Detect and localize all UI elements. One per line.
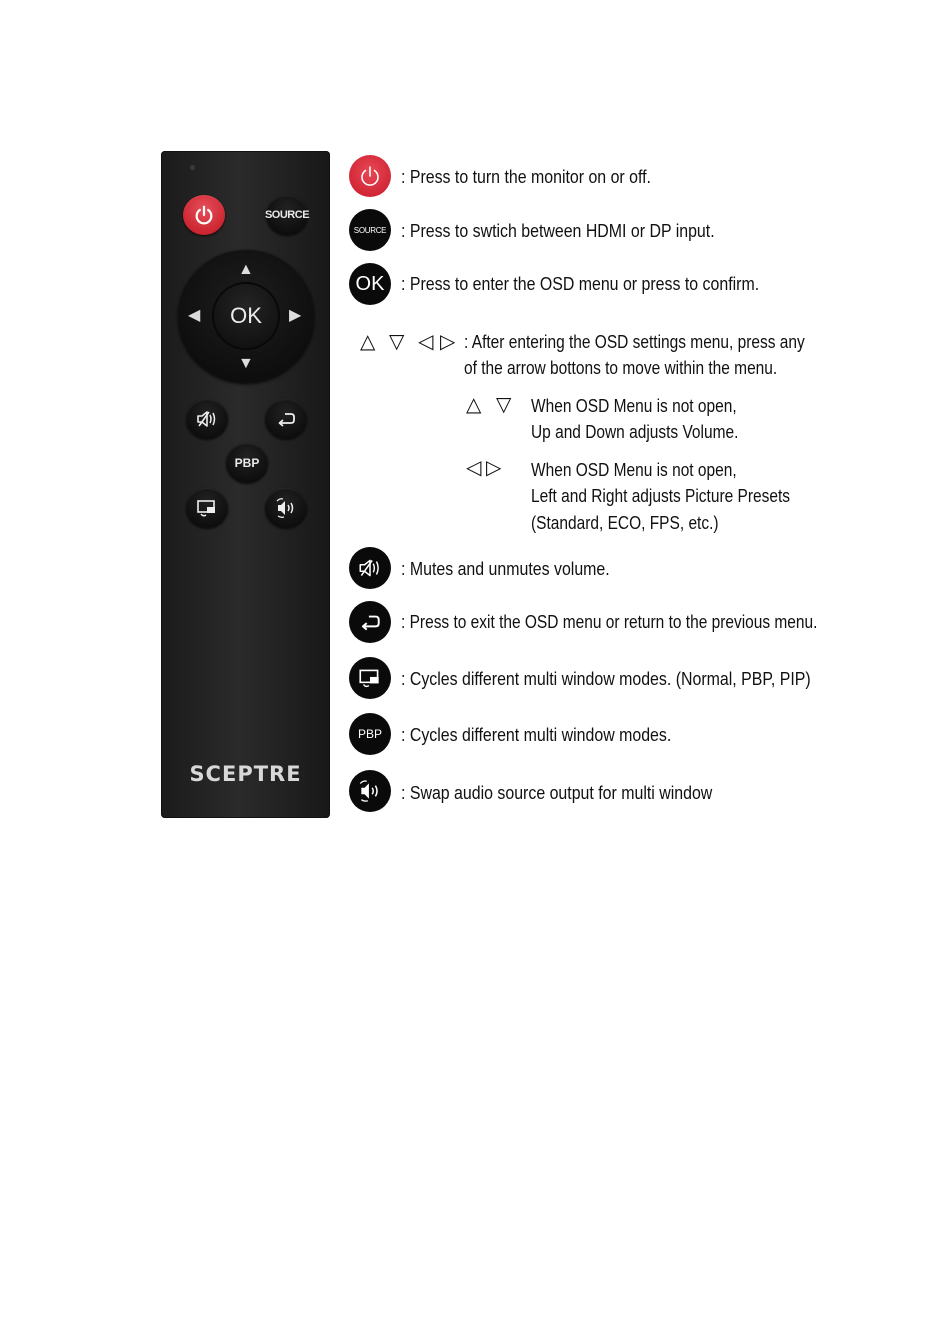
source-button[interactable] [266, 195, 308, 235]
legend-source-icon [349, 209, 391, 251]
ir-led [190, 165, 195, 170]
legend-multi-window-text: : Cycles different multi window modes. (Normal, PBP, PIP) [401, 668, 811, 689]
arrow-right-icon: ▷ [486, 457, 502, 479]
arrow-left-icon: ◁ [418, 331, 434, 353]
legend-source-text: : Press to swtich between HDMI or DP input. [401, 220, 715, 241]
legend-mute-text: : Mutes and unmutes volume. [401, 558, 610, 579]
legend-arrows-text-1: : After entering the OSD settings menu, press any [464, 332, 805, 352]
legend-power-text: : Press to turn the monitor on or off. [401, 166, 651, 187]
legend-ok-icon [349, 263, 391, 305]
power-icon [358, 164, 382, 188]
arrow-up-icon: △ [466, 394, 482, 416]
legend-updown-text-2: Up and Down adjusts Volume. [531, 422, 739, 442]
legend-updown-text-1: When OSD Menu is not open, [531, 396, 737, 416]
arrow-down-icon[interactable]: ▼ [238, 355, 254, 372]
arrow-left-icon: ◁ [466, 457, 482, 479]
legend-pbp-text: : Cycles different multi window modes. [401, 724, 672, 745]
legend-leftright-text-2: Left and Right adjusts Picture Presets [531, 486, 791, 506]
arrow-up-icon: △ [360, 331, 376, 353]
mute-button[interactable] [186, 399, 228, 439]
pbp-button-label: PBP [234, 456, 260, 470]
audio-swap-button[interactable] [265, 488, 307, 528]
return-button[interactable] [265, 399, 307, 439]
legend-source-icon-label: SOURCE [353, 225, 387, 235]
legend-pbp-icon [349, 713, 391, 755]
remote-control [161, 151, 330, 818]
pbp-button[interactable] [226, 443, 268, 483]
multi-window-icon [195, 497, 219, 519]
legend-return-icon [349, 601, 391, 643]
return-icon [275, 409, 297, 429]
legend-audio-swap-icon [349, 770, 391, 812]
mute-icon [195, 408, 219, 430]
legend-leftright-text-1: When OSD Menu is not open, [531, 460, 737, 480]
arrow-down-icon: ▽ [389, 331, 405, 353]
legend-leftright-text-3: (Standard, ECO, FPS, etc.) [531, 513, 719, 533]
brand-logo: SCEPTRE [189, 762, 302, 786]
legend-return-text: : Press to exit the OSD menu or return to the previous menu. [401, 612, 818, 632]
arrow-up-icon[interactable]: ▲ [238, 261, 254, 278]
legend-multi-window-icon [349, 657, 391, 699]
audio-swap-icon [274, 496, 298, 520]
multi-window-button[interactable] [186, 488, 228, 528]
legend-power-icon [349, 155, 391, 197]
ok-button[interactable] [214, 284, 278, 348]
legend-mute-icon [349, 547, 391, 589]
dpad [178, 250, 314, 383]
mute-icon [357, 556, 383, 580]
arrow-down-icon: ▽ [496, 394, 512, 416]
legend-ok-text: : Press to enter the OSD menu or press to confirm. [401, 273, 760, 294]
arrow-right-icon: ▷ [440, 331, 456, 353]
return-icon [358, 611, 382, 633]
arrow-right-icon[interactable]: ▶ [289, 307, 302, 324]
source-button-label: SOURCE [264, 209, 310, 221]
audio-swap-icon [357, 778, 383, 804]
legend-pbp-icon-label: PBP [357, 727, 382, 741]
legend-arrows-text-2: of the arrow bottons to move within the menu. [464, 358, 778, 378]
legend-audio-swap-text: : Swap audio source output for multi window [401, 782, 713, 803]
ok-button-label: OK [230, 303, 262, 328]
legend-ok-icon-label: OK [355, 272, 385, 295]
power-button[interactable] [183, 195, 225, 235]
arrow-left-icon[interactable]: ◀ [188, 307, 201, 324]
multi-window-icon [357, 666, 383, 690]
power-icon [193, 204, 215, 226]
